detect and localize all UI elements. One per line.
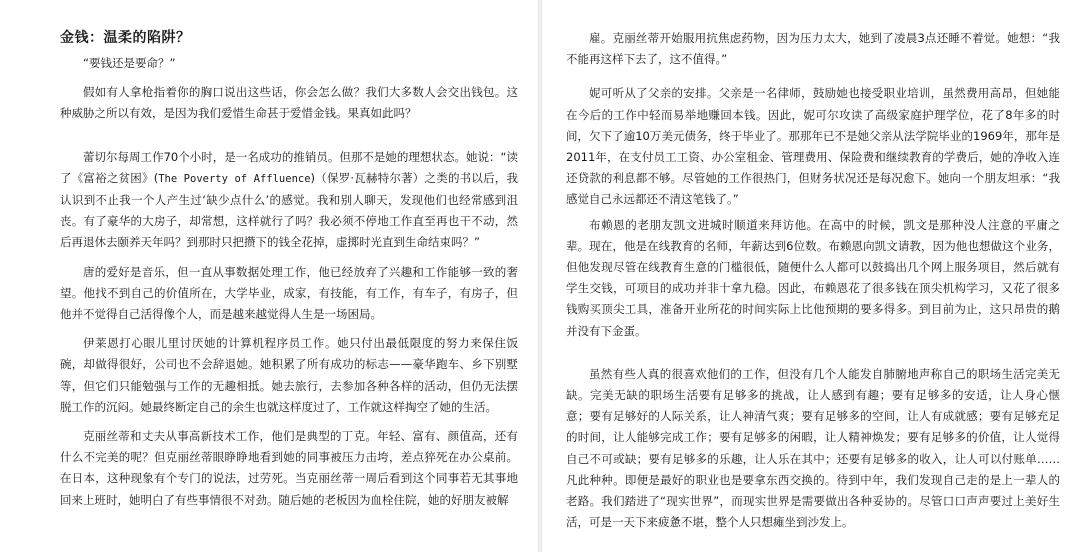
paragraph-rachel-part-a: 蕾切尔每周工作70个小时，是一名成功的推销员。但那不是她的理想状态。她说：“读了《富裕之贫困》( bbox=[60, 149, 518, 185]
paragraph-christy: 克丽丝蒂和丈夫从事高新技术工作，他们是典型的丁克。年轻、富有、颜值高，还有什么不完美的呢？但克丽丝蒂眼睁睁地看到她的同事被压力击垮，差点猝死在办公桌前。在日本，这种现象有个专门的说法，过劳死。当克丽丝蒂一周后看到这个同事若无其事地回来上班时，她明白了有些事情很不对劲。随后她的老板因为血栓住院，她的好朋友被解 bbox=[60, 429, 518, 507]
paragraph-intro: 假如有人拿枪指着你的胸口说出这些话，你会怎么做？我们大多数人会交出钱包。这种威胁之所以有效，是因为我们爱惜生命甚于爱惜金钱。果真如此吗？ bbox=[60, 85, 518, 121]
paragraph-conclusion: 虽然有些人真的很喜欢他们的工作，但没有几个人能发自肺腑地声称自己的职场生活完美无缺。完美无缺的职场生活要有足够多的挑战，让人感到有趣；要有足够多的安适，让人身心惬意；要有足够好的人际关系，让人神清气爽；要有足够多的空间，让人有成就感；要有足够充足的时间，让人能够完成工作；要有足够多的闲暇，让人精神焕发；要有足够多的价值，让人觉得自己不可或缺；要有足够多的乐趣，让人乐在其中；还要有足够多的收入，让人可以付账单……凡此种种。即便是最好的职业也是要拿东西交换的。待到中年，我们发现自己走的是上一辈人的老路。我们踏进了“现实世界”，而现实世界是需要做出各种妥协的。尽管口口声声要过上美好生活，可是一天下来疲惫不堪，整个人只想瘫坐到沙发上。 bbox=[566, 366, 1060, 530]
paragraph-christy-continued: 雇。克丽丝蒂开始服用抗焦虑药物，因为压力太大，她到了凌晨3点还睡不着觉。她想：“我不能再这样下去了，这不值得。” bbox=[566, 31, 1060, 67]
chapter-title: 金钱：温柔的陷阱？ bbox=[60, 30, 191, 46]
right-page bbox=[542, 0, 1080, 552]
paragraph-brian: 布赖恩的老朋友凯文进城时顺道来拜访他。在高中的时候，凯文是那种没人注意的平庸之辈。现在，他是在线教育的名师，年薪达到6位数。布赖恩向凯文请教，因为他也想做这个业务，但他发现尽管在线教育生意的门槛很低，随便什么人都可以鼓捣出几个网上服务项目，然后就有学生交钱，可项目的成功并非十拿九稳。因此，布赖恩花了很多钱在顶尖机构学习，又花了很多钱购买顶尖工具，准备开业所花的时间实际上比他预期的要多得多。到目前为止，这只昂贵的鹅并没有下金蛋。 bbox=[566, 217, 1060, 338]
paragraph-rachel bbox=[60, 147, 518, 254]
left-page bbox=[0, 0, 538, 552]
book-title-english: The Poverty of Affluence bbox=[158, 172, 311, 185]
paragraph-quote: “要钱还是要命？” bbox=[83, 56, 176, 70]
paragraph-elaine: 伊莱恩打心眼儿里讨厌她的计算机程序员工作。她只付出最低限度的努力来保住饭碗，却做得很好，公司也不会辞退她。她积累了所有成功的标志——豪华跑车、乡下别墅等，但它们只能勉强与工作的无趣相抵。她去旅行，去参加各种各样的活动，但仍无法摆脱工作的沉闷。她最终断定自己的余生也就这样度过了，工作就这样掏空了她的生活。 bbox=[60, 336, 518, 414]
paragraph-nicole: 妮可听从了父亲的安排。父亲是一名律师，鼓励她也接受职业培训，虽然费用高昂，但她能在今后的工作中轻而易举地赚回本钱。因此，妮可尔攻读了高级家庭护理学位，花了8年多的时间，欠下了逾10万美元债务，终于毕业了。那那年已不是她父亲从法学院毕业的1969年，那年是2011年，在支付员工工资、办公室租金、管理费用、保险费和继续教育的学费后，她的净收入连还贷款的利息都不够。尽管她的工作很热门，但财务状况还是每况愈下。她向一个朋友坦承：“我感觉自己永远都还不清这笔钱了。” bbox=[566, 86, 1060, 207]
paragraph-don: 唐的爱好是音乐，但一直从事数据处理工作，他已经放弃了兴趣和工作能够一致的奢望。他找不到自己的价值所在，大学毕业，成家，有技能，有工作，有车子，有房子，但他并不觉得自己活得像个人，而是越来越觉得人生是一场困局。 bbox=[60, 264, 518, 322]
paragraph-rachel-part-b: )（保罗·瓦赫特尔著）之类的书以后，我认识到不止我一个人产生过‘缺少点什么’的感觉。我和别人聊天，发现他们也经常感到沮丧。有了豪华的大房子，却常想，这样就行了吗？我必须不停地工作直至再也干不动，然后再退休去颐养天年吗？到那时只把攒下的钱全花掉，虚掷时光直到生命结束吗？” bbox=[60, 170, 518, 250]
